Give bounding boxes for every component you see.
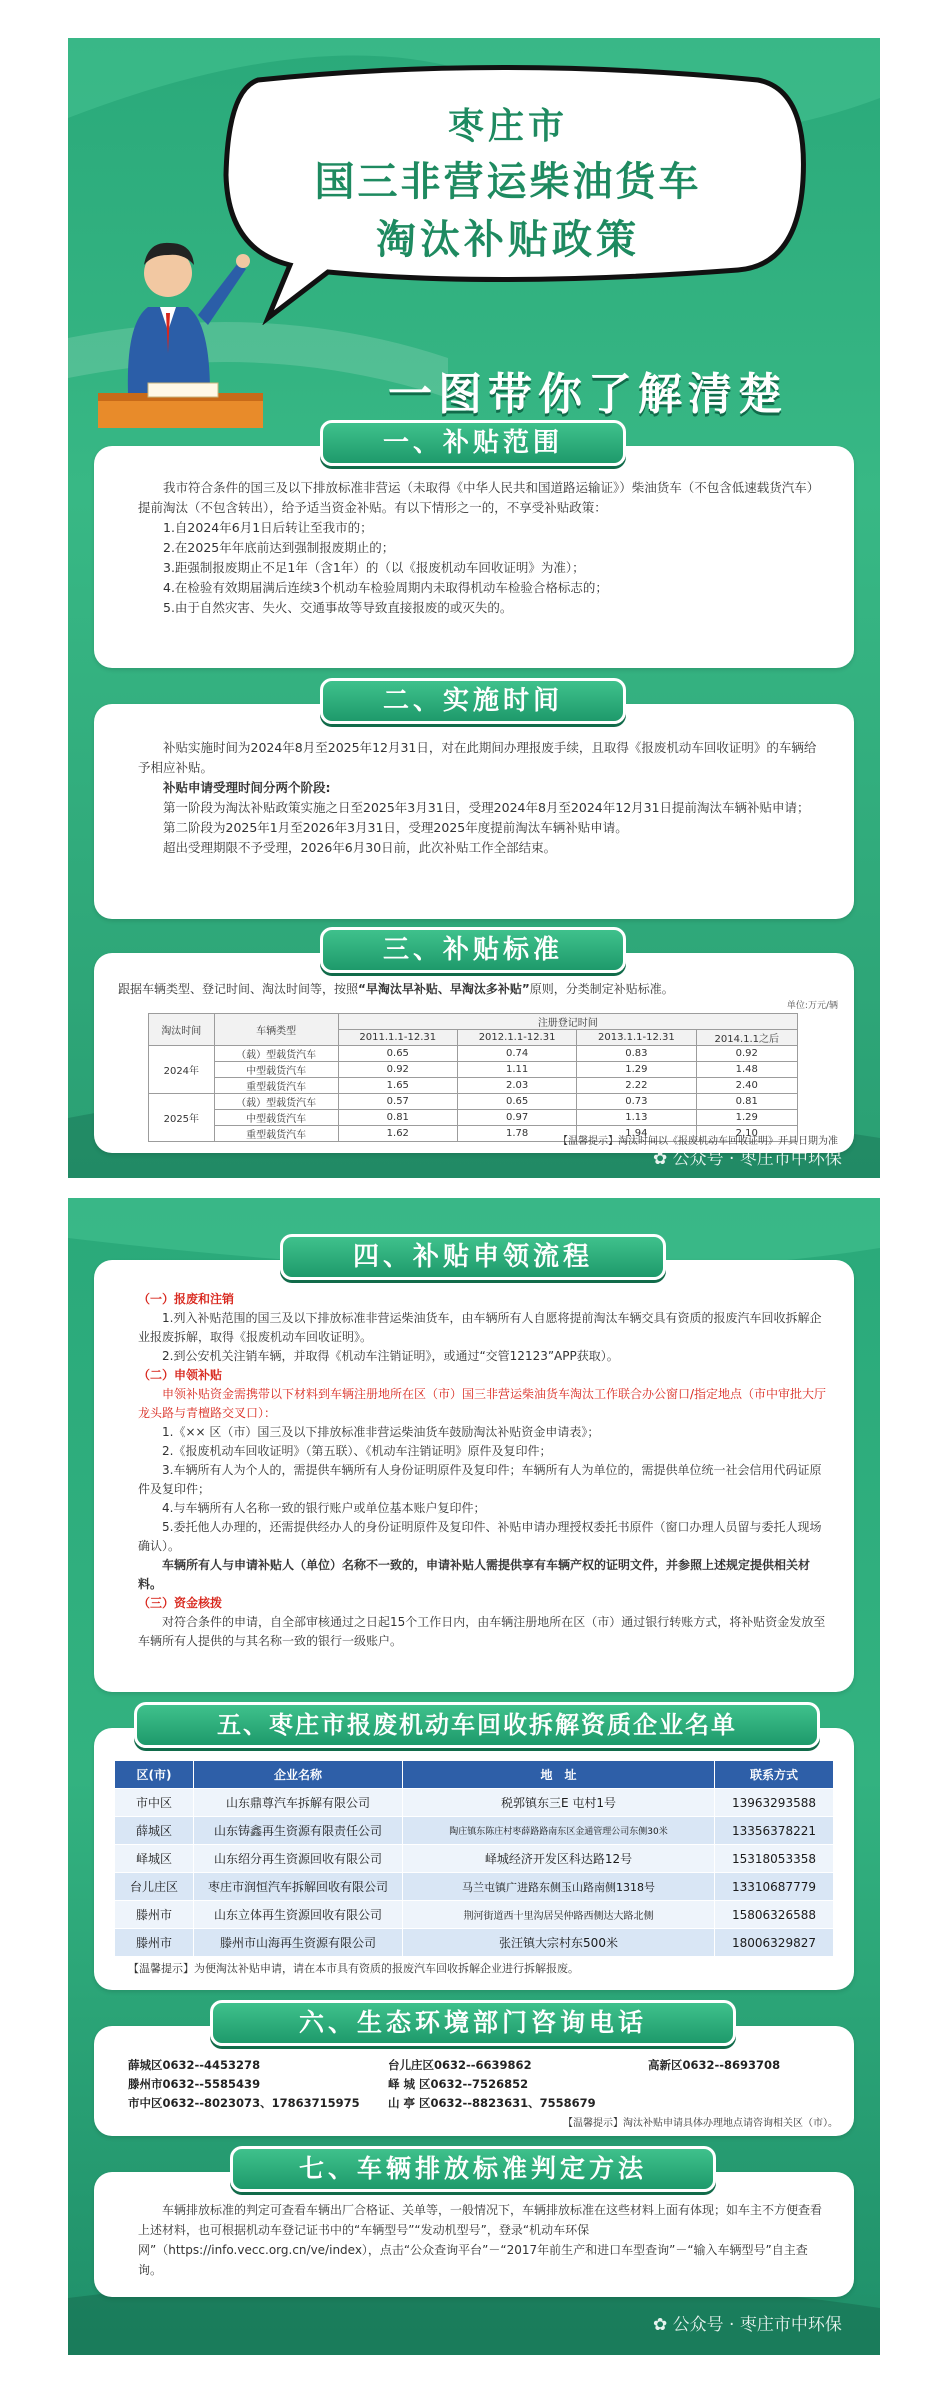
- panel-gap: [68, 1178, 880, 1198]
- col-vehicle-type: 车辆类型: [214, 1014, 338, 1046]
- district: 滕州市: [115, 1901, 194, 1929]
- section2-title: 二、实施时间: [320, 678, 626, 724]
- section1-item: 5.由于自然灾害、失火、交通事故等导致直接报废的或灭失的。: [163, 600, 513, 615]
- district: 薛城区: [115, 1817, 194, 1845]
- section4-h2: （二）申领补贴: [138, 1368, 223, 1382]
- subsidy-value: 1.48: [696, 1062, 797, 1078]
- subsidy-value: 1.65: [338, 1078, 457, 1094]
- section3-intro-b: “早淘汰早补贴、早淘汰多补贴”: [358, 982, 530, 996]
- section6-title: 六、生态环境部门咨询电话: [210, 2000, 736, 2046]
- phone-entry: 市中区0632--8023073、17863715975: [128, 2096, 360, 2110]
- table-row: [115, 1789, 834, 1817]
- table-row: [149, 1078, 798, 1094]
- subsidy-value: 0.92: [338, 1062, 457, 1078]
- section2-p4: 第二阶段为2025年1月至2026年3月31日，受理2025年度提前淘汰车辆补贴申请。: [163, 820, 628, 835]
- section1-intro: 我市符合条件的国三及以下排放标准非营运（未取得《中华人民共和国道路运输证》）柴油货车（不包含低速载货汽车）提前淘汰（不包含转出），给予适当资金补贴。有以下情形之一的，不享受补贴政策：: [138, 480, 820, 515]
- section3-note: 【温馨提示】淘汰时间以《报废机动车回收证明》开具日期为准: [558, 1136, 838, 1147]
- phone-entry: 山 亭 区0632--8823631、7558679: [388, 2096, 596, 2110]
- col-elim-time: 淘汰时间: [149, 1014, 215, 1046]
- contact: 15806326588: [715, 1901, 834, 1929]
- vehicle-type: 重型载货汽车: [214, 1126, 338, 1142]
- address: 税郭镇东三E 屯村1号: [403, 1789, 715, 1817]
- section4-a1: 1.列入补贴范围的国三及以下排放标准非营运柴油货车，由车辆所有人自愿将提前淘汰车辆交具有资质的报废汽车回收拆解企业报废拆解，取得《报废机动车回收证明》。: [138, 1311, 822, 1344]
- table-row: [149, 1110, 798, 1126]
- section4-title: 四、补贴申领流程: [280, 1234, 666, 1280]
- address: 张汪镇大宗村东500米: [403, 1929, 715, 1957]
- section2-body: [138, 738, 828, 858]
- district: 峄城区: [115, 1845, 194, 1873]
- section1-item: 2.在2025年年底前达到强制报废期止的；: [163, 540, 395, 555]
- section2-p3: 第一阶段为淘汰补贴政策实施之日至2025年3月31日，受理2024年8月至2024年12月31日提前淘汰车辆补贴申请；: [163, 800, 810, 815]
- subsidy-value: 0.57: [338, 1094, 457, 1110]
- subsidy-value: 0.83: [577, 1046, 696, 1062]
- phone-entry: 高新区0632--8693708: [648, 2058, 781, 2072]
- section6-note: 【温馨提示】淘汰补贴申请具体办理地点请咨询相关区（市）。: [563, 2118, 838, 2129]
- table-row: [149, 1094, 798, 1110]
- vehicle-type: （载）型载货汽车: [214, 1094, 338, 1110]
- subsidy-value: 0.73: [577, 1094, 696, 1110]
- subsidy-value: 2.22: [577, 1078, 696, 1094]
- phone-list: [128, 2056, 828, 2113]
- col-reg-time: 注册登记时间: [338, 1014, 797, 1030]
- elim-year: 2024年: [149, 1046, 215, 1094]
- subsidy-table: [148, 1013, 798, 1142]
- subsidy-value: 1.29: [577, 1062, 696, 1078]
- teacher-illustration: [88, 203, 268, 433]
- address: 荆河街道西十里沟居吴仲路西侧达大路北侧: [403, 1901, 715, 1929]
- subsidy-value: 1.11: [457, 1062, 576, 1078]
- table-row: [115, 1929, 834, 1957]
- section5-title: 五、枣庄市报废机动车回收拆解资质企业名单: [134, 1702, 820, 1748]
- section3-title: 三、补贴标准: [320, 927, 626, 973]
- vehicle-type: 重型载货汽车: [214, 1078, 338, 1094]
- section3-unit: 单位:万元/辆: [786, 1001, 838, 1011]
- watermark: [653, 1144, 842, 1169]
- phone-entry: 台儿庄区0632--6639862: [388, 2058, 532, 2072]
- table-row: [149, 1046, 798, 1062]
- section4-body: [138, 1290, 828, 1651]
- phone-entry: 薛城区0632--4453278: [128, 2058, 261, 2072]
- period-header: 2011.1.1-12.31: [338, 1030, 457, 1046]
- watermark-text: 公众号 · 枣庄市中环保: [672, 2315, 842, 2335]
- phone-entry: 峄 城 区0632--7526852: [388, 2077, 529, 2091]
- section4-c1: 对符合条件的申请，自全部审核通过之日起15个工作日内，由车辆注册地所在区（市）通过银行转账方式，将补贴资金发放至车辆所有人提供的与其名称一致的银行一级账户。: [138, 1615, 826, 1648]
- section4-b1: 1.《×× 区（市）国三及以下排放标准非营运柴油货车鼓励淘汰补贴资金申请表》；: [162, 1425, 600, 1439]
- company: 山东铸鑫再生资源有限责任公司: [194, 1817, 403, 1845]
- section1-body: [138, 478, 828, 618]
- section2-p5: 超出受理期限不予受理，2026年6月30日前，此次补贴工作全部结束。: [163, 840, 557, 855]
- table-row: [115, 1817, 834, 1845]
- table-row: [115, 1901, 834, 1929]
- section4-red-note: 申领补贴资金需携带以下材料到车辆注册地所在区（市）国三非营运柴油货车淘汰工作联合办公窗口/指定地点（市中审批大厅龙头路与青檀路交叉口）：: [138, 1387, 827, 1420]
- section3-intro-c: 原则，分类制定补贴标准。: [529, 982, 674, 996]
- wechat-icon: ✿: [653, 1149, 668, 1169]
- title-line-3: 淘汰补贴政策: [376, 217, 640, 263]
- poster: [68, 38, 880, 2355]
- company: 山东绍分再生资源回收有限公司: [194, 1845, 403, 1873]
- col-address: 地 址: [403, 1761, 715, 1789]
- poster-bottom-panel: [68, 1198, 880, 2355]
- vehicle-type: （载）型载货汽车: [214, 1046, 338, 1062]
- subsidy-value: 0.65: [457, 1094, 576, 1110]
- table-row: [115, 1845, 834, 1873]
- subsidy-value: 0.74: [457, 1046, 576, 1062]
- poster-top-panel: [68, 38, 880, 1178]
- subsidy-value: 0.65: [338, 1046, 457, 1062]
- section3-intro: [118, 980, 838, 997]
- company: 枣庄市润恒汽车拆解回收有限公司: [194, 1873, 403, 1901]
- vehicle-type: 中型载货汽车: [214, 1110, 338, 1126]
- section4-b3: 3.车辆所有人为个人的，需提供车辆所有人身份证明原件及复印件；车辆所有人为单位的，需提供单位统一社会信用代码证原件及复印件；: [138, 1463, 822, 1496]
- contact: 18006329827: [715, 1929, 834, 1957]
- address: 陶庄镇东陈庄村枣薛路路南东区金通管理公司东侧30米: [403, 1817, 715, 1845]
- subsidy-value: 2.10: [696, 1126, 797, 1142]
- elim-year: 2025年: [149, 1094, 215, 1142]
- section1-title: 一、补贴范围: [320, 420, 626, 466]
- table-row: [115, 1873, 834, 1901]
- title-line-2: 国三非营运柴油货车: [314, 159, 702, 205]
- subsidy-value: 2.03: [457, 1078, 576, 1094]
- col-contact: 联系方式: [715, 1761, 834, 1789]
- district: 滕州市: [115, 1929, 194, 1957]
- watermark-text: 公众号 · 枣庄市中环保: [672, 1149, 842, 1169]
- section4-a2: 2.到公安机关注销车辆，并取得《机动车注销证明》，或通过“交管12123”APP获取）。: [162, 1349, 619, 1363]
- vehicle-type: 中型载货汽车: [214, 1062, 338, 1078]
- title-line-1: 枣庄市: [447, 106, 568, 147]
- section4-b4: 4.与车辆所有人名称一致的银行账户或单位基本账户复印件；: [162, 1501, 486, 1515]
- subsidy-value: 1.94: [577, 1126, 696, 1142]
- enterprise-table: [114, 1760, 834, 1957]
- subsidy-value: 2.40: [696, 1078, 797, 1094]
- subsidy-value: 1.62: [338, 1126, 457, 1142]
- address: 马兰屯镇广进路东侧玉山路南侧1318号: [403, 1873, 715, 1901]
- phone-entry: 滕州市0632--5585439: [128, 2077, 261, 2091]
- period-header: 2014.1.1之后: [696, 1030, 797, 1046]
- company: 滕州市山海再生资源有限公司: [194, 1929, 403, 1957]
- section4-b2: 2.《报废机动车回收证明》（第五联）、《机动车注销证明》原件及复印件；: [162, 1444, 552, 1458]
- section1-item: 1.自2024年6月1日后转让至我市的；: [163, 520, 373, 535]
- subsidy-value: 0.97: [457, 1110, 576, 1126]
- section2-p1: 补贴实施时间为2024年8月至2025年12月31日，对在此期间办理报废手续，且取得《报废机动车回收证明》的车辆给予相应补贴。: [138, 740, 817, 775]
- company: 山东鼎尊汽车拆解有限公司: [194, 1789, 403, 1817]
- section2-p2: 补贴申请受理时间分两个阶段:: [163, 780, 331, 795]
- subsidy-value: 0.81: [696, 1094, 797, 1110]
- col-district: 区(市): [115, 1761, 194, 1789]
- period-header: 2012.1.1-12.31: [457, 1030, 576, 1046]
- contact: 13310687779: [715, 1873, 834, 1901]
- banner-subtitle: 一图带你了解清楚: [388, 369, 788, 420]
- contact: 15318053358: [715, 1845, 834, 1873]
- section1-item: 3.距强制报废期止不足1年（含1年）的（以《报废机动车回收证明》为准）；: [163, 560, 585, 575]
- company: 山东立体再生资源回收有限公司: [194, 1901, 403, 1929]
- subsidy-value: 0.92: [696, 1046, 797, 1062]
- address: 峄城经济开发区科达路12号: [403, 1845, 715, 1873]
- district: 台儿庄区: [115, 1873, 194, 1901]
- subsidy-value: 1.78: [457, 1126, 576, 1142]
- col-company: 企业名称: [194, 1761, 403, 1789]
- subsidy-value: 0.81: [338, 1110, 457, 1126]
- section4-bold-note: 车辆所有人与申请补贴人（单位）名称不一致的，申请补贴人需提供享有车辆产权的证明文件，并参照上述规定提供相关材料。: [138, 1558, 811, 1591]
- contact: 13963293588: [715, 1789, 834, 1817]
- subsidy-value: 1.13: [577, 1110, 696, 1126]
- wechat-icon: ✿: [653, 2315, 668, 2335]
- section3-intro-a: 跟据车辆类型、登记时间、淘汰时间等，按照: [118, 982, 359, 996]
- section4-h3: （三）资金核拨: [138, 1596, 223, 1610]
- section4-h1: （一）报废和注销: [138, 1292, 235, 1306]
- section7-title: 七、车辆排放标准判定方法: [230, 2146, 716, 2192]
- table-row: [149, 1062, 798, 1078]
- section5-note: 【温馨提示】为便淘汰补贴申请，请在本市具有资质的报废汽车回收拆解企业进行拆解报废。: [128, 1962, 579, 1975]
- period-header: 2013.1.1-12.31: [577, 1030, 696, 1046]
- section1-item: 4.在检验有效期届满后连续3个机动车检验周期内未取得机动车检验合格标志的；: [163, 580, 608, 595]
- watermark: [653, 2310, 842, 2335]
- contact: 13356378221: [715, 1817, 834, 1845]
- section4-b5: 5.委托他人办理的，还需提供经办人的身份证明原件及复印件、补贴申请办理授权委托书原件（窗口办理人员留与委托人现场确认）。: [138, 1520, 822, 1553]
- subsidy-value: 1.29: [696, 1110, 797, 1126]
- section7-text: 车辆排放标准的判定可查看车辆出厂合格证、关单等，一般情况下，车辆排放标准在这些材料上面有体现；如车主不方便查看上述材料，也可根据机动车登记证书中的“车辆型号”“发动机型号”，登录“机动车环保网”（https://info.vecc.org.cn/ve/index），点击“公众查询平台”－“2017年前生产和进口车型查询”－“输入车辆型号”自主查询。: [138, 2203, 823, 2277]
- district: 市中区: [115, 1789, 194, 1817]
